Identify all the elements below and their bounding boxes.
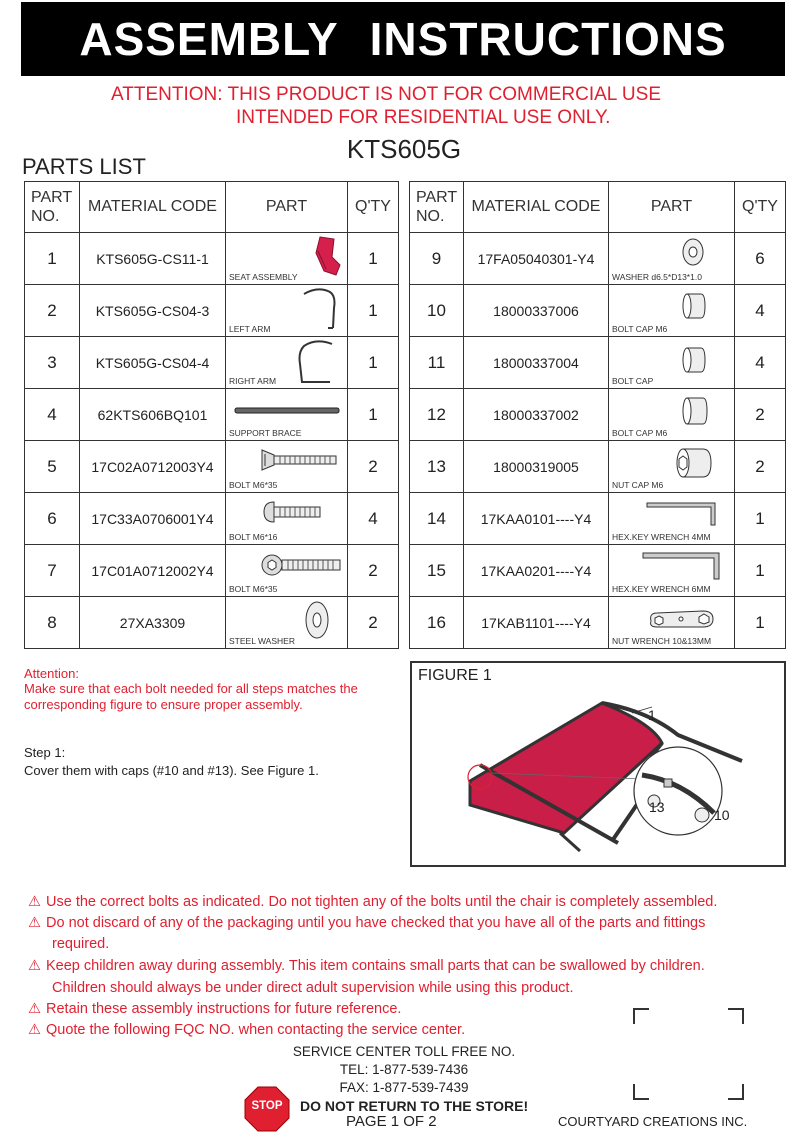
part-no: 1 xyxy=(25,233,80,285)
table-row xyxy=(25,493,399,545)
bolt-cap-icon xyxy=(681,395,709,427)
part-no: 11 xyxy=(410,337,464,389)
part-no: 9 xyxy=(410,233,464,285)
material-code: KTS605G-CS04-4 xyxy=(80,337,226,389)
warning-triangle-icon: ⚠ xyxy=(28,1022,41,1038)
part-no: 7 xyxy=(25,545,80,597)
seat-assembly-icon xyxy=(298,235,344,277)
quantity: 1 xyxy=(348,233,399,285)
table-row xyxy=(410,337,786,389)
part-no: 13 xyxy=(410,441,464,493)
header-part: PART xyxy=(609,182,735,233)
attention-line-2: INTENDED FOR RESIDENTIAL USE ONLY. xyxy=(236,107,611,128)
washer-icon xyxy=(679,237,707,267)
do-not-return-notice: DO NOT RETURN TO THE STORE! xyxy=(300,1098,529,1114)
part-name: NUT CAP M6 xyxy=(612,480,664,490)
quantity: 1 xyxy=(735,597,786,649)
table-header-row xyxy=(410,182,786,233)
quantity: 4 xyxy=(348,493,399,545)
table-row xyxy=(410,493,786,545)
company-name: COURTYARD CREATIONS INC. xyxy=(558,1114,748,1129)
fqc-corner-bottom-right xyxy=(728,1084,744,1100)
part-no: 6 xyxy=(25,493,80,545)
fqc-corner-bottom-left xyxy=(633,1084,649,1100)
material-code: 18000337002 xyxy=(464,389,609,441)
left-arm-icon xyxy=(300,288,340,332)
header-qty: Q'TY xyxy=(348,182,399,233)
material-code: 18000319005 xyxy=(464,441,609,493)
table-row xyxy=(25,441,399,493)
callout-13: 13 xyxy=(649,799,665,815)
part-name: SUPPORT BRACE xyxy=(229,428,302,438)
part-name: BOLT M6*35 xyxy=(229,480,278,490)
part-cell xyxy=(226,545,348,597)
material-code: 17C33A0706001Y4 xyxy=(80,493,226,545)
header-material-code: MATERIAL CODE xyxy=(80,182,226,233)
part-cell xyxy=(609,389,735,441)
attention-note-line-1: Make sure that each bolt needed for all steps matches the xyxy=(24,681,358,696)
part-cell xyxy=(226,285,348,337)
table-row xyxy=(410,597,786,649)
warning-1: ⚠ Use the correct bolts as indicated. Do not tighten any of the bolts until the chair is completely assembled. xyxy=(28,892,717,913)
quantity: 1 xyxy=(735,493,786,545)
table-row xyxy=(410,545,786,597)
warning-2: ⚠ Do not discard of any of the packaging until you have checked that you have all of the parts and fittings xyxy=(28,913,705,934)
part-cell xyxy=(226,337,348,389)
table-row xyxy=(410,233,786,285)
part-name: WASHER d6.5*D13*1.0 xyxy=(612,272,702,282)
part-no: 8 xyxy=(25,597,80,649)
part-cell xyxy=(226,597,348,649)
quantity: 4 xyxy=(735,285,786,337)
service-tel: TEL: 1-877-539-7436 xyxy=(339,1062,469,1077)
material-code: 17KAA0201----Y4 xyxy=(464,545,609,597)
figure-title: FIGURE 1 xyxy=(418,667,492,684)
quantity: 1 xyxy=(348,337,399,389)
right-arm-icon xyxy=(294,340,338,386)
part-name: SEAT ASSEMBLY xyxy=(229,272,298,282)
part-cell xyxy=(226,441,348,493)
part-name: BOLT M6*16 xyxy=(229,532,278,542)
hex-key-icon xyxy=(645,499,725,529)
material-code: 17FA05040301-Y4 xyxy=(464,233,609,285)
material-code: KTS605G-CS11-1 xyxy=(80,233,226,285)
header-part-no: PART NO. xyxy=(25,182,80,233)
material-code: 17C01A0712002Y4 xyxy=(80,545,226,597)
part-name: BOLT M6*35 xyxy=(229,584,278,594)
callout-10: 10 xyxy=(714,807,730,823)
part-cell xyxy=(609,285,735,337)
table-row xyxy=(25,389,399,441)
warning-triangle-icon: ⚠ xyxy=(28,894,41,910)
part-name: NUT WRENCH 10&13MM xyxy=(612,636,712,646)
chair-assembly-illustration xyxy=(452,683,752,863)
material-code: 17KAA0101----Y4 xyxy=(464,493,609,545)
steel-washer-icon xyxy=(302,600,332,640)
fqc-corner-top-left xyxy=(633,1008,649,1024)
attention-line-1: ATTENTION: THIS PRODUCT IS NOT FOR COMMERCIAL USE xyxy=(111,84,661,105)
step-text: Cover them with caps (#10 and #13). See Figure 1. xyxy=(24,763,319,778)
stop-sign-label: STOP xyxy=(251,1100,283,1112)
part-no: 15 xyxy=(410,545,464,597)
part-no: 2 xyxy=(25,285,80,337)
material-code: 17C02A0712003Y4 xyxy=(80,441,226,493)
part-name: LEFT ARM xyxy=(229,324,271,334)
table-row xyxy=(25,285,399,337)
header-part-no: PART NO. xyxy=(410,182,464,233)
part-no: 3 xyxy=(25,337,80,389)
header-qty: Q'TY xyxy=(735,182,786,233)
callout-1: 1 xyxy=(648,707,656,723)
part-name: STEEL WASHER xyxy=(229,636,295,646)
material-code: 18000337004 xyxy=(464,337,609,389)
page-number: PAGE 1 OF 2 xyxy=(346,1113,437,1130)
warning-3: ⚠ Keep children away during assembly. This item contains small parts that can be swallowed by children. xyxy=(28,956,705,977)
part-name: BOLT CAP M6 xyxy=(612,428,668,438)
header-part: PART xyxy=(226,182,348,233)
material-code: 62KTS606BQ101 xyxy=(80,389,226,441)
part-cell xyxy=(609,493,735,545)
table-header-row xyxy=(25,182,399,233)
warning-triangle-icon: ⚠ xyxy=(28,915,41,931)
round-head-bolt-icon xyxy=(262,501,324,523)
model-number: KTS605G xyxy=(346,134,462,164)
nut-cap-icon xyxy=(675,445,715,481)
header-material-code: MATERIAL CODE xyxy=(464,182,609,233)
table-row xyxy=(410,441,786,493)
table-row xyxy=(25,597,399,649)
part-cell xyxy=(609,545,735,597)
service-center-title: SERVICE CENTER TOLL FREE NO. xyxy=(292,1044,516,1059)
part-cell xyxy=(609,233,735,285)
quantity: 2 xyxy=(348,545,399,597)
part-cell xyxy=(609,597,735,649)
part-cell xyxy=(609,337,735,389)
part-name: RIGHT ARM xyxy=(229,376,277,386)
quantity: 6 xyxy=(735,233,786,285)
attention-note-line-2: corresponding figure to ensure proper assembly. xyxy=(24,697,303,712)
part-name: HEX.KEY WRENCH 4MM xyxy=(612,532,711,542)
table-row xyxy=(410,285,786,337)
part-cell xyxy=(226,493,348,545)
material-code: 18000337006 xyxy=(464,285,609,337)
part-no: 4 xyxy=(25,389,80,441)
parts-table-left xyxy=(24,181,399,649)
service-fax: FAX: 1-877-539-7439 xyxy=(339,1080,469,1095)
warning-3-continued: Children should always be under direct adult supervision while using this product. xyxy=(52,980,574,996)
bolt-cap-icon xyxy=(681,345,707,375)
material-code: KTS605G-CS04-3 xyxy=(80,285,226,337)
parts-table-right xyxy=(409,181,786,649)
quantity: 2 xyxy=(348,441,399,493)
quantity: 1 xyxy=(348,285,399,337)
warning-2-continued: required. xyxy=(52,936,110,952)
part-cell xyxy=(226,389,348,441)
table-row xyxy=(410,389,786,441)
part-cell xyxy=(609,441,735,493)
title-bar xyxy=(21,2,785,76)
part-no: 10 xyxy=(410,285,464,337)
part-cell xyxy=(226,233,348,285)
warning-4: ⚠ Retain these assembly instructions for future reference. xyxy=(28,999,401,1020)
quantity: 2 xyxy=(348,597,399,649)
part-no: 12 xyxy=(410,389,464,441)
nut-wrench-icon xyxy=(647,607,717,631)
page-title: ASSEMBLY INSTRUCTIONS xyxy=(79,13,727,65)
hex-key-icon xyxy=(641,549,727,583)
part-name: BOLT CAP M6 xyxy=(612,324,668,334)
quantity: 2 xyxy=(735,441,786,493)
part-name: BOLT CAP xyxy=(612,376,654,386)
table-row xyxy=(25,337,399,389)
part-name: HEX.KEY WRENCH 6MM xyxy=(612,584,711,594)
parts-list-title: PARTS LIST xyxy=(22,154,146,179)
quantity: 4 xyxy=(735,337,786,389)
figure-1 xyxy=(410,661,786,867)
attention-label: Attention: xyxy=(24,666,79,681)
bolt-cap-icon xyxy=(681,291,707,321)
warning-triangle-icon: ⚠ xyxy=(28,1001,41,1017)
material-code: 27XA3309 xyxy=(80,597,226,649)
table-row xyxy=(25,233,399,285)
socket-head-bolt-icon xyxy=(260,553,344,579)
quantity: 2 xyxy=(735,389,786,441)
quantity: 1 xyxy=(735,545,786,597)
support-brace-icon xyxy=(234,405,342,417)
warning-triangle-icon: ⚠ xyxy=(28,958,41,974)
fqc-corner-top-right xyxy=(728,1008,744,1024)
flat-head-bolt-icon xyxy=(260,449,340,471)
quantity: 1 xyxy=(348,389,399,441)
part-no: 5 xyxy=(25,441,80,493)
warning-5: ⚠ Quote the following FQC NO. when contacting the service center. xyxy=(28,1020,465,1041)
part-no: 14 xyxy=(410,493,464,545)
material-code: 17KAB1101----Y4 xyxy=(464,597,609,649)
part-no: 16 xyxy=(410,597,464,649)
step-label: Step 1: xyxy=(24,745,66,760)
table-row xyxy=(25,545,399,597)
